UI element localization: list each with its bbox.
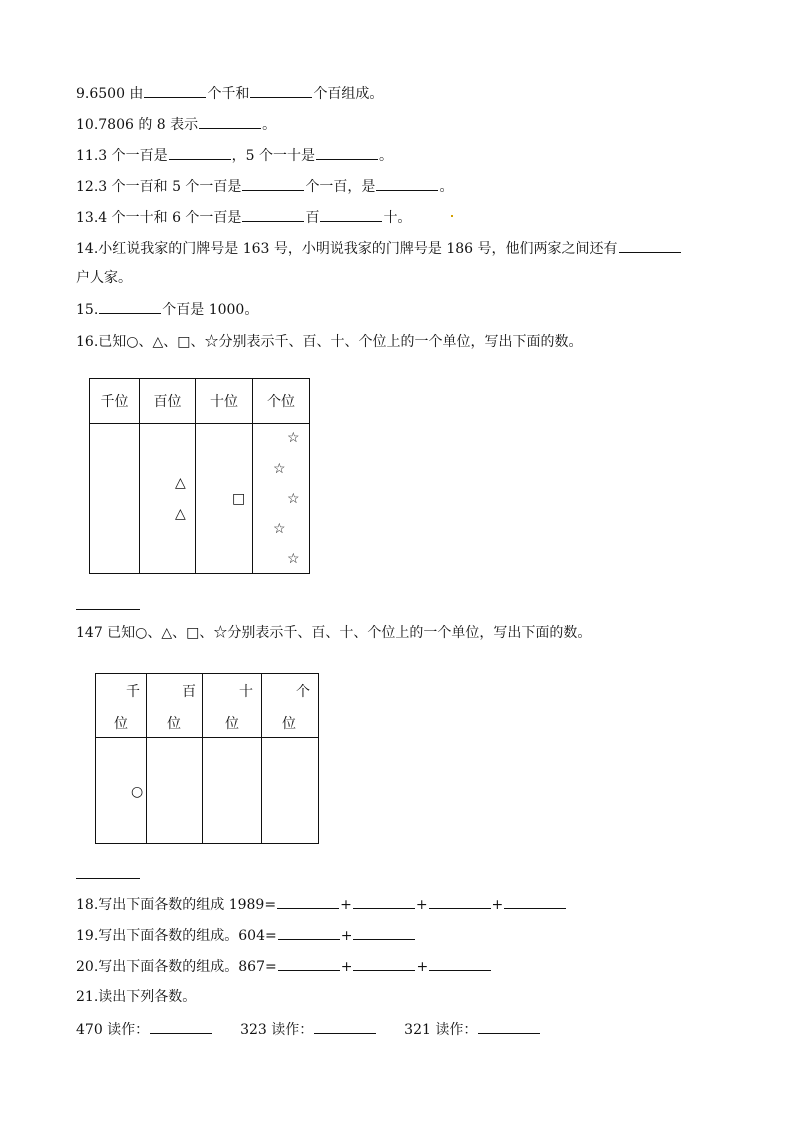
question-15: 15. 个百是 1000。: [76, 302, 259, 318]
header-tens: 十位: [196, 379, 253, 424]
answer-blank[interactable]: [150, 1020, 212, 1034]
triangle-icon: △: [175, 475, 186, 491]
answer-blank[interactable]: [144, 84, 206, 98]
cell-ones: [262, 738, 319, 844]
answer-blank[interactable]: [278, 926, 340, 940]
answer-blank[interactable]: [99, 300, 161, 314]
header-ones: 个位: [253, 379, 310, 424]
header-thousands: 千 位: [96, 674, 147, 738]
answer-line-17[interactable]: [76, 878, 140, 879]
cell-tens: [203, 738, 262, 844]
answer-blank[interactable]: [353, 895, 415, 909]
header-tens: 十 位: [203, 674, 262, 738]
question-13: 13.4 个一十和 6 个一百是 百 十。: [76, 210, 412, 226]
cell-thousands: [96, 738, 147, 844]
place-value-table-17: [95, 673, 319, 844]
star-icon: ☆: [287, 551, 300, 567]
triangle-icon: △: [175, 506, 186, 522]
answer-blank[interactable]: [478, 1020, 540, 1034]
cell-hundreds: [140, 424, 196, 574]
cell-hundreds: [147, 738, 203, 844]
question-16: 16.已知○、△、□、☆分别表示千、百、十、个位上的一个单位，写出下面的数。: [76, 334, 583, 350]
answer-blank[interactable]: [504, 895, 566, 909]
answer-blank[interactable]: [277, 895, 339, 909]
star-icon: ☆: [273, 521, 286, 537]
question-14: 14.小红说我家的门牌号是 163 号，小明说我家的门牌号是 186 号，他们两家之间还有: [76, 239, 682, 258]
question-21: 21.读出下列各数。: [76, 989, 197, 1005]
answer-blank[interactable]: [199, 115, 261, 129]
square-icon: □: [232, 491, 246, 507]
answer-blank[interactable]: [429, 895, 491, 909]
stray-dot: [451, 215, 453, 217]
star-icon: ☆: [273, 461, 286, 477]
question-18: 18.写出下面各数的组成 1989= + + +: [76, 895, 567, 914]
question-17: 147 已知○、△、□、☆分别表示千、百、十、个位上的一个单位，写出下面的数。: [76, 625, 592, 641]
question-14-continued: 户人家。: [76, 270, 132, 286]
answer-blank[interactable]: [169, 146, 231, 160]
question-21-items: 470 读作： 323 读作： 321 读作：: [76, 1020, 541, 1039]
answer-blank[interactable]: [316, 146, 378, 160]
answer-blank[interactable]: [429, 957, 491, 971]
answer-blank[interactable]: [242, 208, 304, 222]
answer-blank[interactable]: [320, 208, 382, 222]
cell-ones: [253, 424, 310, 574]
answer-blank[interactable]: [376, 177, 438, 191]
star-icon: ☆: [287, 430, 300, 446]
header-hundreds: 百位: [140, 379, 196, 424]
header-hundreds: 百 位: [147, 674, 203, 738]
answer-line-16[interactable]: [76, 609, 140, 610]
question-11: 11.3 个一百是 ，5 个一十是 。: [76, 148, 393, 164]
answer-blank[interactable]: [353, 957, 415, 971]
question-19: 19.写出下面各数的组成。604= +: [76, 926, 416, 945]
answer-blank[interactable]: [250, 84, 312, 98]
answer-blank[interactable]: [278, 957, 340, 971]
cell-tens: [196, 424, 253, 574]
answer-blank[interactable]: [353, 926, 415, 940]
question-9: 9.6500 由 个千和 个百组成。: [76, 86, 384, 102]
star-icon: ☆: [287, 491, 300, 507]
circle-icon: ○: [131, 784, 144, 800]
question-20: 20.写出下面各数的组成。867= + +: [76, 957, 492, 976]
question-12: 12.3 个一百和 5 个一百是 个一百，是 。: [76, 179, 454, 195]
cell-thousands: [90, 424, 140, 574]
header-ones: 个 位: [262, 674, 319, 738]
place-value-table-16: [89, 378, 310, 574]
answer-blank[interactable]: [314, 1020, 376, 1034]
header-thousands: 千位: [90, 379, 140, 424]
question-10: 10.7806 的 8 表示 。: [76, 117, 277, 133]
answer-blank[interactable]: [619, 239, 681, 253]
answer-blank[interactable]: [242, 177, 304, 191]
